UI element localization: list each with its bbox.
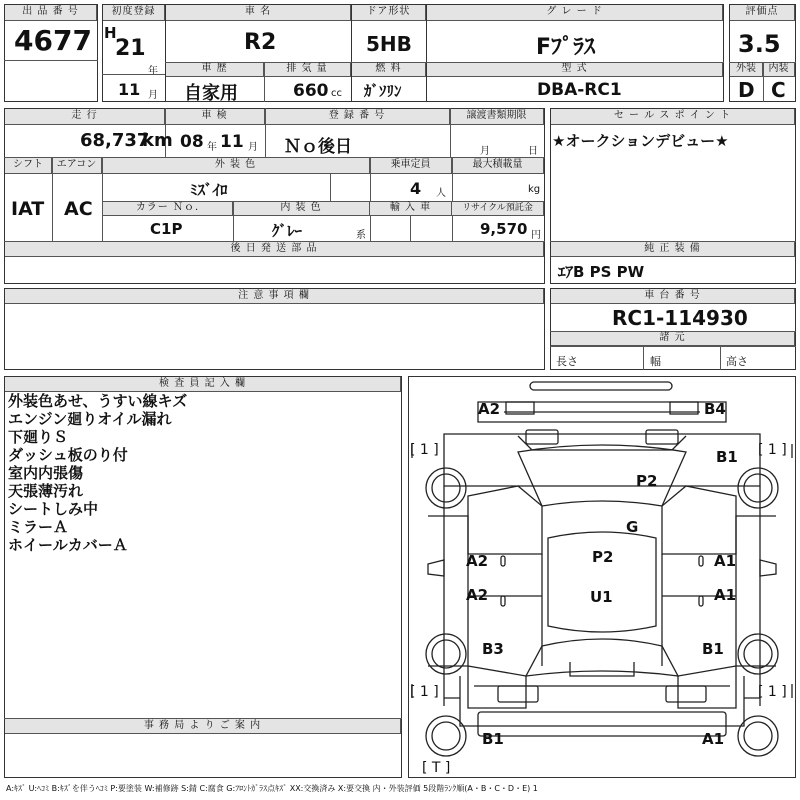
capacity-label: 乗車定員 — [370, 158, 452, 174]
insp-month: 11 — [220, 132, 244, 152]
history-label: 車 歴 — [166, 63, 264, 77]
plate-value: Ｎｏ後日 — [284, 137, 352, 157]
mark-left-rear-door: A2 — [466, 586, 489, 604]
displacement-label: 排 気 量 — [264, 63, 351, 77]
first-reg-label: 初度登録 — [103, 5, 165, 21]
inspector-line: ミラーＡ — [8, 518, 69, 536]
bracket-tire: [ T ] — [422, 760, 451, 776]
plate-label: 登 録 番 号 — [265, 109, 450, 125]
length-label: 長さ — [556, 355, 578, 368]
height-label: 高さ — [726, 355, 748, 368]
import-label: 輸 入 車 — [370, 202, 452, 216]
color-value: ﾐｽﾞｲﾛ — [190, 181, 228, 199]
history-value: 自家用 — [184, 83, 238, 104]
mark-right-fender: B1 — [716, 448, 738, 466]
mileage-value: 68,737 — [80, 130, 150, 151]
lot-label: 出 品 番 号 — [5, 5, 97, 21]
car-name-label: 車 名 — [166, 5, 351, 21]
reg-year: 21 — [115, 36, 146, 61]
color-label: 外 装 色 — [102, 158, 370, 174]
inspector-notes — [8, 392, 187, 554]
door-value: 5HB — [366, 32, 412, 56]
sales-point-label: セ ー ル ス ポ イ ン ト — [551, 109, 795, 125]
cc-unit: cc — [331, 88, 342, 99]
inspector-line: エンジン廻りオイル漏れ — [8, 410, 172, 428]
reg-year-unit: 年 — [148, 66, 158, 77]
inspector-line: ホイールカバーＡ — [8, 536, 128, 554]
bracket-rear-left: [ 1 ] — [410, 684, 439, 700]
yen-unit: 円 — [531, 230, 541, 241]
mark-rear-left: B1 — [482, 730, 504, 748]
reg-month: 11 — [118, 80, 141, 99]
bracket-rear-right: [ 1 ] — [758, 684, 787, 700]
fuel-value: ｶﾞｿﾘﾝ — [364, 82, 402, 100]
model-label: 型 式 — [427, 63, 723, 77]
notes-label: 注 意 事 項 欄 — [5, 289, 544, 304]
mark-windshield: G — [626, 518, 639, 536]
score-value: 3.5 — [738, 30, 781, 58]
bracket-front-left: [ 1 ] — [410, 442, 439, 458]
reg-era: H — [104, 24, 117, 42]
inspector-line: 天張薄汚れ — [8, 482, 84, 500]
recycle-value: 9,570 — [480, 220, 528, 238]
legend-text: A:ｷｽﾞ U:ﾍｺﾐ B:ｷｽﾞを伴うﾍｺﾐ P:要塗装 W:補修跡 S:錆 C:腐食 G:ﾌﾛﾝﾄｶﾞﾗｽ点ｷｽﾞ XX:交換済み X:要交換 内・外装評価 5段階ﾗﾝｸ順(A・B・C・D・E) 1 — [6, 784, 538, 793]
inspector-line: シートしみ中 — [8, 500, 99, 518]
chassis-number: RC1-114930 — [612, 306, 748, 330]
insp-year-unit: 年 — [207, 142, 217, 153]
score-label: 評価点 — [730, 5, 795, 21]
interior-label: 内装 — [763, 63, 795, 77]
inspector-line: 下廻りＳ — [8, 428, 69, 446]
chassis-label: 車 台 番 号 — [551, 289, 795, 304]
insp-year: 08 — [180, 132, 204, 152]
exterior-grade: D — [738, 78, 755, 102]
later-parts-label: 後 日 発 送 部 品 — [5, 242, 544, 257]
sales-point-text: ★オークションデビュー★ — [552, 132, 729, 150]
transfer-day-unit: 日 — [528, 146, 538, 157]
kg-unit: kg — [528, 184, 541, 195]
mark-right-quarter: B1 — [702, 640, 724, 658]
mark-right-front-door: A1 — [714, 552, 737, 570]
damage-marks — [466, 400, 738, 748]
color-no-label: カラー Ｎｏ. — [103, 202, 233, 216]
mark-right-rear-door: A1 — [714, 586, 737, 604]
mark-front-right: B4 — [704, 400, 726, 418]
interior-grade: C — [771, 78, 786, 102]
exterior-label: 外装 — [730, 63, 763, 77]
equipment-text: ｴｱB PS PW — [558, 263, 645, 281]
inspector-line: 外装色あせ、うすい線キズ — [8, 392, 188, 410]
equipment-label: 純 正 装 備 — [551, 242, 795, 257]
mark-left-quarter: B3 — [482, 640, 504, 658]
transfer-label: 譲渡書類期限 — [450, 109, 544, 125]
inspector-line: 室内内張傷 — [8, 464, 84, 482]
fuel-label: 燃 料 — [352, 63, 426, 77]
transfer-month-unit: 月 — [480, 146, 490, 157]
inspector-line: ダッシュ板のり付 — [8, 446, 128, 464]
insp-month-unit: 月 — [248, 142, 258, 153]
person-unit: 人 — [436, 188, 446, 199]
mark-rear-right: A1 — [702, 730, 725, 748]
ac-value: AC — [64, 198, 93, 220]
int-color-value: ｸﾞﾚｰ — [272, 222, 303, 240]
mark-rear-roof: U1 — [590, 588, 613, 606]
reg-month-unit: 月 — [148, 90, 158, 101]
grade-label: グ レ ー ド — [427, 5, 723, 21]
int-color-label: 内 装 色 — [233, 202, 370, 216]
inspector-label: 検 査 員 記 入 欄 — [5, 377, 401, 392]
spec-label: 諸 元 — [551, 332, 795, 346]
door-label: ドア形状 — [352, 5, 426, 21]
bracket-front-right: [ 1 ] — [758, 442, 787, 458]
office-label: 事 務 局 よ り ご 案 内 — [5, 719, 401, 734]
mark-hood: P2 — [636, 472, 658, 490]
km-unit: km — [142, 130, 173, 151]
car-name: R2 — [244, 30, 277, 55]
recycle-label: リサイクル預託金 — [452, 202, 544, 216]
lot-number: 4677 — [14, 24, 92, 57]
car-damage-diagram — [408, 376, 796, 778]
ac-label: エアコン — [52, 158, 102, 174]
color-no-value: C1P — [150, 220, 183, 238]
shift-value: IAT — [11, 198, 45, 220]
load-label: 最大積載量 — [452, 158, 544, 174]
int-color-suffix: 系 — [356, 230, 366, 241]
inspection-label: 車 検 — [165, 109, 265, 125]
mark-left-front-door: A2 — [466, 552, 489, 570]
mark-roof: P2 — [592, 548, 614, 566]
width-label: 幅 — [650, 355, 661, 368]
mileage-label: 走 行 — [5, 109, 165, 125]
mark-front-left: A2 — [478, 400, 501, 418]
shift-label: シフト — [5, 158, 52, 174]
capacity-value: 4 — [410, 179, 422, 198]
model-value: DBA-RC1 — [537, 80, 622, 100]
grade-value: Fﾌﾟﾗｽ — [536, 35, 596, 60]
displacement-value: 660 — [293, 81, 329, 101]
